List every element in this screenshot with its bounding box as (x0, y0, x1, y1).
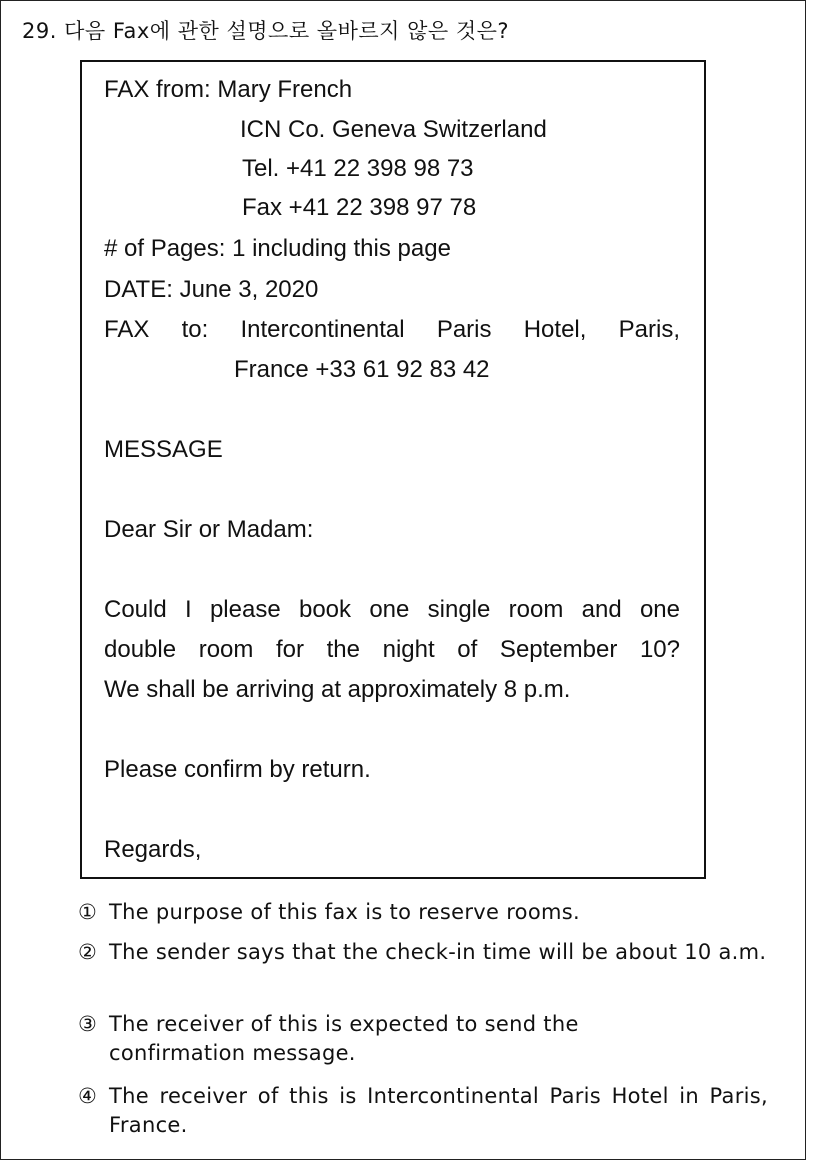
option-text: The receiver of this is expected to send the confirmation message. (109, 1012, 579, 1065)
fax-fax-number-line: Fax +41 22 398 97 78 (242, 194, 477, 221)
fax-body-line-2: double room for the night of September 10? (104, 636, 680, 663)
fax-from-line: FAX from: Mary French (104, 76, 353, 103)
option-number: ② (78, 940, 98, 964)
fax-message-heading: MESSAGE (104, 436, 223, 463)
fax-date-line: DATE: June 3, 2020 (104, 276, 319, 303)
fax-to-phone-line: France +33 61 92 83 42 (234, 356, 490, 383)
option-4[interactable] (78, 1082, 768, 1140)
option-text: The sender says that the check-in time will be about 10 a.m. (109, 940, 767, 964)
fax-salutation: Dear Sir or Madam: (104, 516, 314, 543)
fax-body-line-1: Could I please book one single room and one (104, 596, 680, 623)
fax-to-line: FAX to: Intercontinental Paris Hotel, Paris, (104, 316, 680, 343)
option-number: ① (78, 900, 98, 924)
option-number: ③ (78, 1012, 98, 1036)
option-3[interactable] (78, 1010, 768, 1068)
fax-confirm-line: Please confirm by return. (104, 756, 371, 783)
fax-body-line-3: We shall be arriving at approximately 8 p.m. (104, 676, 571, 703)
question-title: 29. 다음 Fax에 관한 설명으로 올바르지 않은 것은? (22, 19, 510, 43)
option-number: ④ (78, 1084, 98, 1108)
fax-regards-line: Regards, (104, 836, 202, 863)
option-2[interactable] (78, 938, 768, 967)
fax-box (80, 60, 706, 879)
fax-company-line: ICN Co. Geneva Switzerland (240, 116, 547, 143)
fax-pages-line: # of Pages: 1 including this page (104, 235, 451, 262)
option-1[interactable] (78, 898, 768, 927)
fax-tel-line: Tel. +41 22 398 98 73 (242, 155, 474, 182)
option-text: The purpose of this fax is to reserve rooms. (109, 900, 580, 924)
option-text: The receiver of this is Intercontinental Paris Hotel in Paris, France. (109, 1084, 768, 1137)
